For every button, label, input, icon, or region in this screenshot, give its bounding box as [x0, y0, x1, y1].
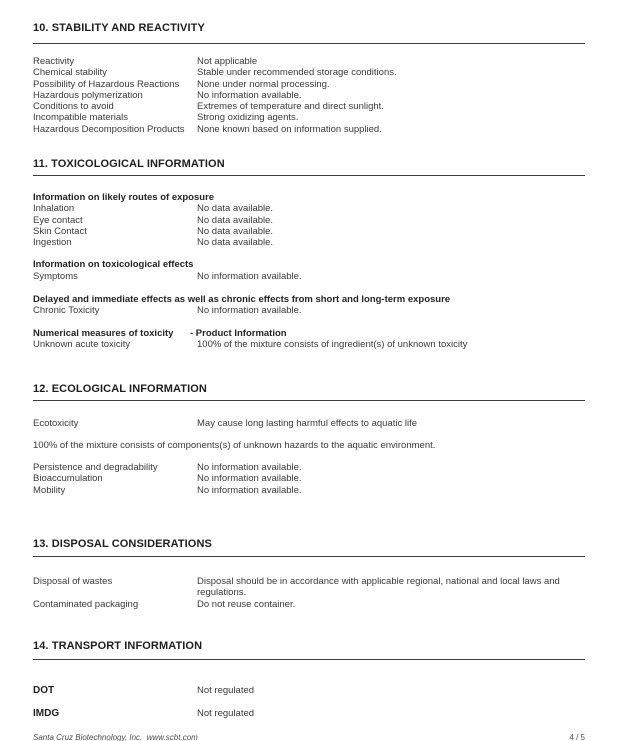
field-row: [33, 271, 585, 282]
field-value: Disposal should be in accordance with applicable regional, national and local laws and regulations.: [197, 576, 560, 599]
ecological-rows: [33, 462, 585, 496]
effects-rows: [33, 271, 585, 282]
section-toxicological-information: [33, 158, 585, 350]
delayed-rows: [33, 305, 585, 316]
section-title: 10. STABILITY AND REACTIVITY: [33, 22, 205, 34]
field-row: [33, 215, 585, 226]
field-label: Disposal of wastes: [33, 576, 113, 587]
field-row: [33, 203, 585, 214]
field-value: Do not reuse container.: [197, 598, 296, 610]
field-label: Ingestion: [33, 237, 72, 249]
field-value: No information available.: [197, 462, 302, 474]
field-row: [33, 462, 585, 473]
stability-rows: [33, 56, 585, 135]
subheading-delayed-effects: Delayed and immediate effects as well as chronic effects from short and long-term exposure: [33, 294, 451, 306]
field-row: [33, 339, 585, 350]
field-label: Hazardous polymerization: [33, 89, 143, 101]
footer-page-number: 4 / 5: [569, 733, 585, 741]
field-label: Incompatible materials: [33, 112, 129, 124]
field-label: Possibility of Hazardous Reactions: [33, 78, 180, 90]
field-value: None known based on information supplied.: [197, 123, 382, 135]
field-row: [33, 79, 585, 90]
field-label: Persistence and degradability: [33, 462, 158, 474]
field-row: [33, 226, 585, 237]
section-divider: [33, 659, 585, 660]
field-row: [33, 305, 585, 316]
ecological-note: 100% of the mixture consists of components(s) of unknown hazards to the aquatic environment.: [33, 439, 436, 451]
field-value: No information available.: [197, 473, 302, 485]
page-footer: [33, 733, 585, 741]
subheading-numerical-measures: [33, 328, 585, 339]
subheading-routes-of-exposure: Information on likely routes of exposure: [33, 192, 215, 203]
section-title: 11. TOXICOLOGICAL INFORMATION: [33, 158, 225, 170]
field-label: Eye contact: [33, 214, 83, 226]
disposal-rows: [33, 576, 585, 610]
section-divider: [33, 175, 585, 176]
subheading-toxicological-effects: Information on toxicological effects: [33, 259, 194, 271]
transport-rows: [33, 685, 585, 720]
field-label: Chemical stability: [33, 67, 107, 79]
field-label: Ecotoxicity: [33, 418, 79, 429]
field-row: [33, 576, 585, 599]
ecotoxicity-row-wrap: [33, 418, 585, 429]
field-value: No data available.: [197, 237, 274, 249]
field-value: None under normal processing.: [197, 78, 330, 90]
footer-company-text: Santa Cruz Biotechnology, Inc. www.scbt.com: [33, 733, 198, 741]
field-value: No data available.: [197, 203, 274, 215]
field-value: Not regulated: [197, 685, 255, 696]
section-title: 14. TRANSPORT INFORMATION: [33, 640, 203, 652]
field-value: No information available.: [197, 89, 302, 101]
section-transport-information: [33, 640, 585, 720]
field-row: [33, 112, 585, 123]
subheading-product-information: - Product Information: [190, 327, 287, 339]
field-row: [33, 101, 585, 112]
field-label: Contaminated packaging: [33, 598, 139, 610]
field-label: IMDG: [33, 708, 60, 720]
field-value: No information available.: [197, 270, 302, 282]
field-row: [33, 485, 585, 496]
field-value: Not applicable: [197, 56, 258, 67]
section-divider: [33, 400, 585, 401]
field-value: Strong oxidizing agents.: [197, 112, 299, 124]
field-label: Conditions to avoid: [33, 101, 114, 113]
subheading-label: Numerical measures of toxicity: [33, 327, 174, 339]
section-title: 12. ECOLOGICAL INFORMATION: [33, 383, 207, 395]
field-row: [33, 90, 585, 101]
field-label: Skin Contact: [33, 225, 87, 237]
field-row: [33, 56, 585, 67]
field-label: Mobility: [33, 484, 66, 496]
field-label: DOT: [33, 685, 55, 696]
field-row: [33, 124, 585, 135]
field-value: Not regulated: [197, 708, 255, 720]
routes-rows: [33, 203, 585, 248]
field-label: Reactivity: [33, 56, 75, 67]
field-value: No information available.: [197, 305, 302, 317]
field-row: [33, 708, 585, 719]
section-ecological-information: [33, 383, 585, 496]
section-divider: [33, 43, 585, 44]
field-row: [33, 473, 585, 484]
field-label: Unknown acute toxicity: [33, 338, 131, 350]
field-value: Stable under recommended storage conditions.: [197, 67, 397, 79]
field-label: Bioaccumulation: [33, 473, 103, 485]
field-label: Chronic Toxicity: [33, 305, 100, 317]
section-stability-and-reactivity: [33, 22, 585, 135]
field-value: Extremes of temperature and direct sunlight.: [197, 101, 384, 113]
field-value: No information available.: [197, 484, 302, 496]
section-disposal-considerations: [33, 538, 585, 610]
section-divider: [33, 556, 585, 557]
field-value: May cause long lasting harmful effects to aquatic life: [197, 418, 418, 429]
field-label: Inhalation: [33, 203, 75, 215]
field-value: No data available.: [197, 225, 274, 237]
field-row: [33, 418, 585, 429]
field-label: Hazardous Decomposition Products: [33, 123, 185, 135]
section-title: 13. DISPOSAL CONSIDERATIONS: [33, 538, 212, 550]
numerical-rows: [33, 339, 585, 350]
field-row: [33, 67, 585, 78]
field-value: 100% of the mixture consists of ingredient(s) of unknown toxicity: [197, 338, 468, 350]
field-value: No data available.: [197, 214, 274, 226]
field-label: Symptoms: [33, 270, 78, 282]
field-row: [33, 685, 585, 696]
field-row: [33, 237, 585, 248]
field-row: [33, 599, 585, 610]
